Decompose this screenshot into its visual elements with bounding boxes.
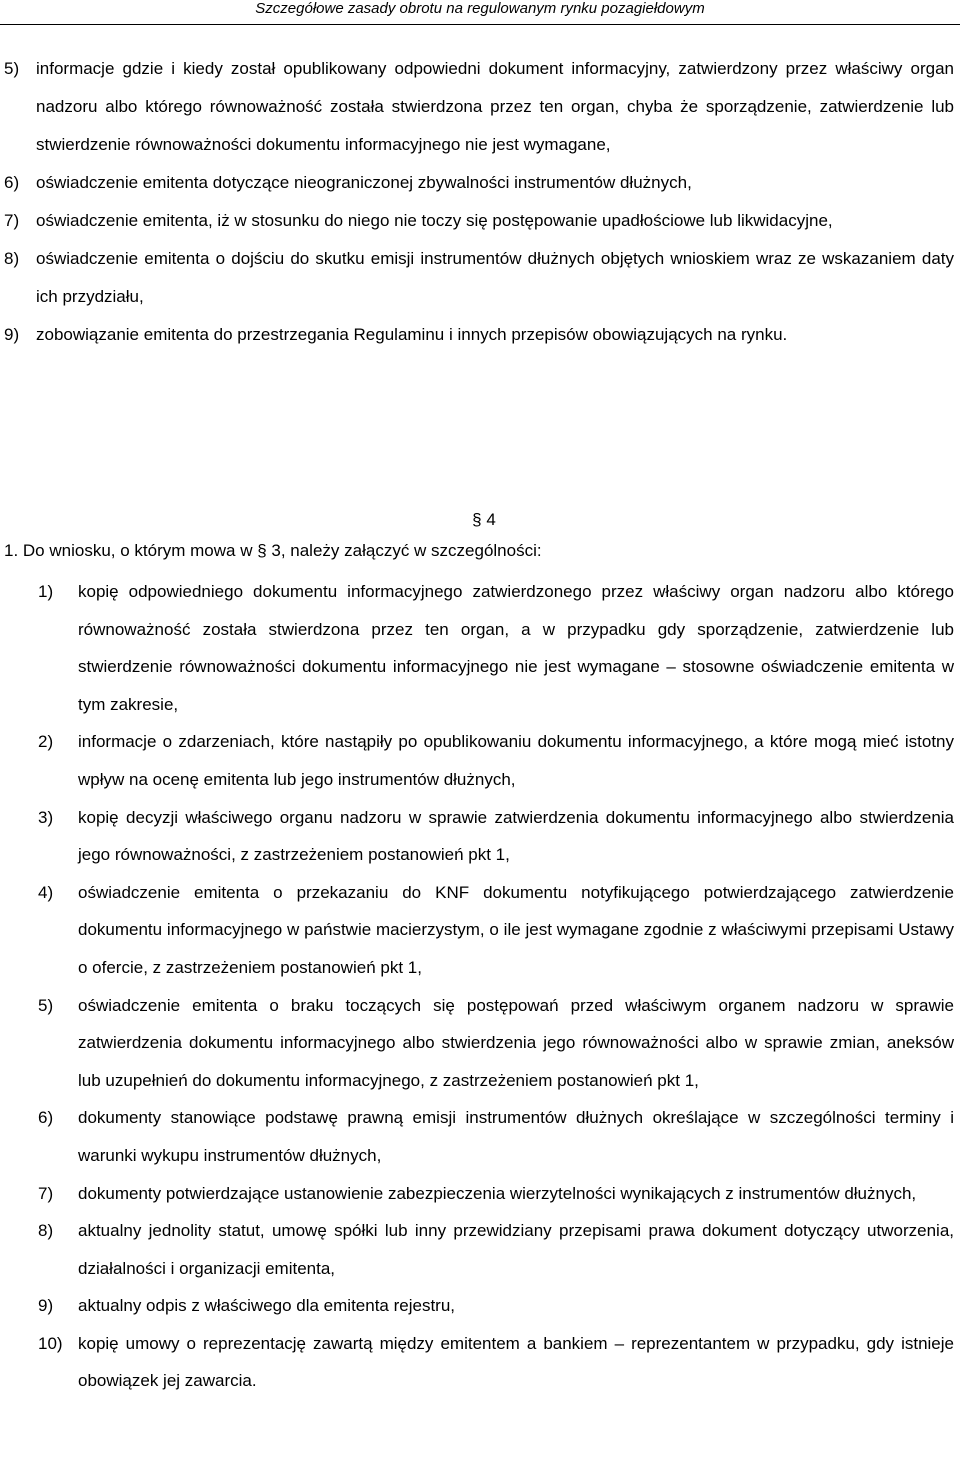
section-heading: § 4 — [472, 510, 496, 529]
item-number: 6) — [38, 1108, 54, 1128]
item-number: 5) — [38, 995, 54, 1015]
item-number: 10) — [38, 1333, 63, 1353]
item-number: 9) — [4, 325, 20, 344]
item-text: informacje gdzie i kiedy został opublikowany odpowiedni dokument informacyjny, zatwierdzony przez właściwy organ nadzoru albo którego równoważność została stwierdzona przez ten organ, chyba że sporządzenie, zatwierdzenie lub stwierdzenie równoważności dokumentu informacyjnego nie jest wymagane, — [36, 59, 954, 154]
requirements-list-top — [0, 50, 960, 354]
list-item — [0, 316, 958, 354]
item-number: 8) — [38, 1221, 54, 1241]
list-item — [0, 50, 958, 164]
item-text: oświadczenie emitenta, iż w stosunku do niego nie toczy się postępowanie upadłościowe lub likwidacyjne, — [36, 211, 833, 230]
list-item — [0, 874, 958, 987]
item-text: dokumenty stanowiące podstawę prawną emisji instrumentów dłużnych określające w szczególności terminy i warunki wykupu instrumentów dłużnych, — [78, 1108, 954, 1165]
item-number: 1) — [38, 582, 54, 601]
item-text: dokumenty potwierdzające ustanowienie zabezpieczenia wierzytelności wynikających z instrumentów dłużnych, — [78, 1183, 917, 1203]
item-text: oświadczenie emitenta o przekazaniu do KNF dokumentu notyfikującego potwierdzającego zatwierdzenie dokumentu informacyjnego w państwie macierzystym, o ile jest wymagane zgodnie z właściwymi przepisami Ustawy o ofercie, z zastrzeżeniem postanowień pkt 1, — [78, 882, 954, 977]
list-item — [0, 799, 958, 874]
list-item — [0, 723, 958, 798]
header-divider — [0, 24, 960, 25]
item-text: oświadczenie emitenta o braku toczących się postępowań przed właściwym organem nadzoru w sprawie zatwierdzenia dokumentu informacyjnego albo stwierdzenia jego równoważności albo w sprawie zmian, aneksów lub uzupełnień do dokumentu informacyjnego, z zastrzeżeniem postanowień pkt 1, — [78, 995, 954, 1090]
item-text: zobowiązanie emitenta do przestrzegania Regulaminu i innych przepisów obowiązujących na rynku. — [36, 325, 788, 344]
item-text: kopię odpowiedniego dokumentu informacyjnego zatwierdzonego przez właściwy organ nadzoru albo którego równoważność została stwierdzona przez ten organ, a w przypadku gdy sporządzenie, zatwierdzenie lub stwierdzenie równoważności dokumentu informacyjnego nie jest wymagane – stosowne oświadczenie emitenta w tym zakresie, — [78, 582, 954, 714]
item-number: 7) — [4, 211, 20, 230]
list-item — [0, 1325, 958, 1400]
item-text: aktualny jednolity statut, umowę spółki lub inny przewidziany przepisami prawa dokument dotyczący utworzenia, działalności i organizacji emitenta, — [78, 1221, 954, 1278]
list-item — [0, 1212, 958, 1287]
list-item — [0, 202, 958, 240]
item-text: aktualny odpis z właściwego dla emitenta rejestru, — [78, 1296, 456, 1316]
attachments-list — [0, 573, 960, 1400]
item-number: 7) — [38, 1183, 54, 1203]
list-item — [0, 164, 958, 202]
list-item — [0, 240, 958, 316]
item-number: 6) — [4, 173, 20, 192]
item-number: 8) — [4, 249, 20, 268]
list-item — [0, 573, 958, 723]
item-number: 4) — [38, 882, 54, 902]
item-text: informacje o zdarzeniach, które nastąpiły po opublikowaniu dokumentu informacyjnego, a które mogą mieć istotny wpływ na ocenę emitenta lub jego instrumentów dłużnych, — [78, 732, 954, 789]
item-number: 2) — [38, 732, 54, 752]
page-header — [0, 0, 960, 26]
list-item — [0, 1175, 958, 1213]
item-text: oświadczenie emitenta dotyczące nieograniczonej zbywalności instrumentów dłużnych, — [36, 173, 692, 192]
list-item — [0, 987, 958, 1100]
header-title: Szczegółowe zasady obrotu na regulowanym rynku pozagiełdowym — [255, 0, 705, 17]
item-text: kopię decyzji właściwego organu nadzoru w sprawie zatwierdzenia dokumentu informacyjnego albo stwierdzenia jego równoważności, z zastrzeżeniem postanowień pkt 1, — [78, 807, 954, 865]
item-text: oświadczenie emitenta o dojściu do skutku emisji instrumentów dłużnych objętych wnioskiem wraz ze wskazaniem daty ich przydziału, — [36, 249, 954, 306]
list-item — [0, 1287, 958, 1325]
list-item — [0, 1099, 958, 1174]
item-number: 9) — [38, 1296, 54, 1316]
section-lead-paragraph: 1. Do wniosku, o którym mowa w § 3, należy załączyć w szczególności: — [4, 541, 542, 560]
item-text: kopię umowy o reprezentację zawartą między emitentem a bankiem – reprezentantem w przypadku, gdy istnieje obowiązek jej zawarcia. — [78, 1333, 954, 1391]
item-number: 5) — [4, 59, 20, 78]
item-number: 3) — [38, 807, 54, 827]
